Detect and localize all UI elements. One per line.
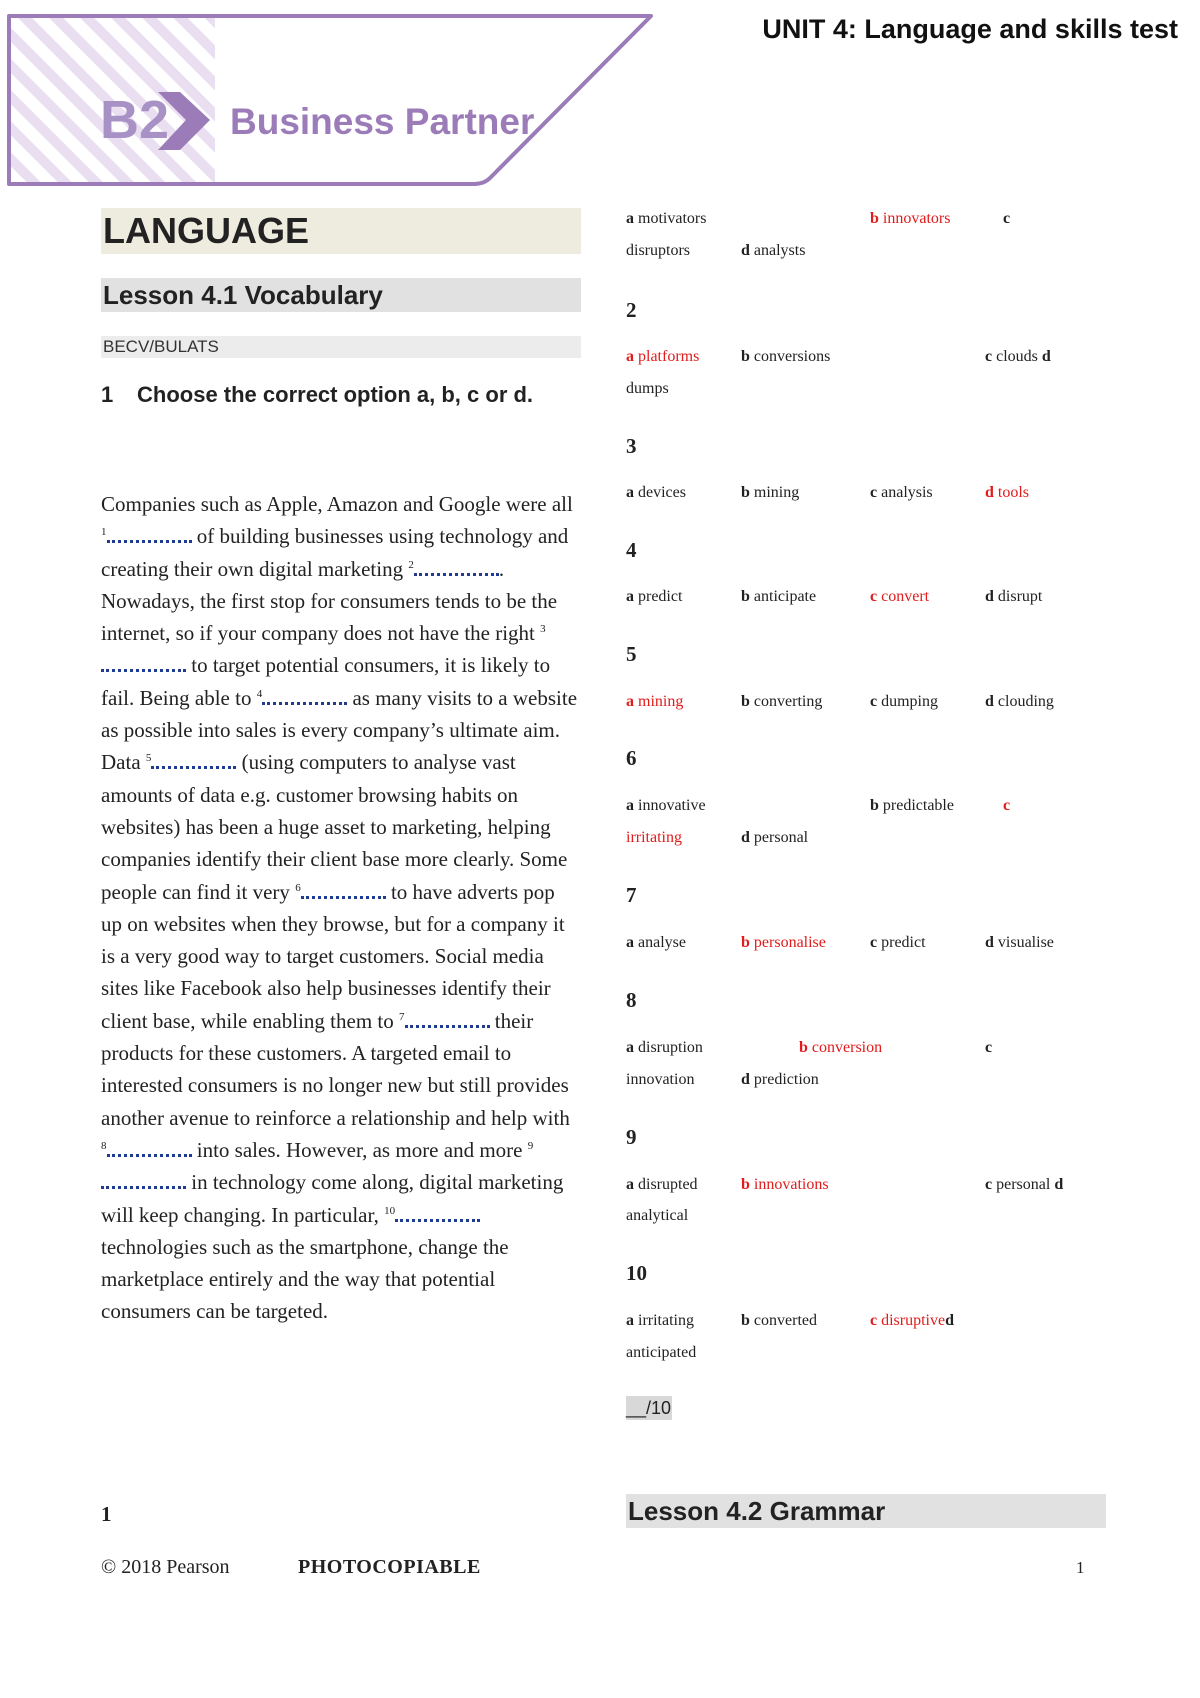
gap-blank[interactable] [107, 1134, 192, 1157]
option-correct[interactable]: b personalise [741, 934, 826, 951]
option[interactable]: d prediction [741, 1071, 819, 1088]
option-correct[interactable]: c convert [870, 588, 930, 605]
question-number: 9 [626, 1125, 637, 1149]
option[interactable]: a devices [626, 484, 686, 501]
question-number: 7 [626, 883, 637, 907]
option-correct[interactable]: b innovators [870, 210, 951, 227]
logo-title: Business Partner [230, 101, 535, 142]
option[interactable]: disruptors [626, 242, 690, 259]
instruction [101, 382, 533, 408]
option-correct[interactable]: a mining [626, 693, 684, 710]
option[interactable]: b converting [741, 693, 823, 710]
gap-blank[interactable] [151, 746, 236, 769]
option[interactable]: a irritating [626, 1312, 694, 1329]
passage-text: to have adverts pop up on websites when they browse, but for a company it is a very good way to target customers. Social media sites like Facebook also help businesses identify their client base, while enabling them to [101, 879, 565, 1033]
option-correct[interactable]: b innovations [741, 1176, 829, 1193]
gap-number: 10 [384, 1204, 396, 1217]
option[interactable]: a predict [626, 588, 683, 605]
passage-text: (using computers to analyse vast amounts of data e.g. customer browsing habits on websites) has been a huge asset to marketing, helping companies identify their client base more clearly. Some people can find it very [101, 750, 568, 904]
footer-copyright: © 2018 Pearson [101, 1556, 230, 1578]
logo-level: B2 [100, 90, 170, 150]
passage-text: technologies such as the smartphone, change the marketplace entirely and the way that potential consumers can be targeted. [101, 1234, 509, 1324]
option-correct[interactable]: c [1003, 797, 1011, 814]
gap-number: 1 [101, 526, 107, 539]
option[interactable]: a disruption [626, 1039, 703, 1056]
passage-text: in technology come along, digital marketing will keep changing. In particular, [101, 1170, 564, 1227]
option[interactable]: b predictable [870, 797, 954, 814]
question-number: 5 [626, 642, 637, 666]
option[interactable]: b converted [741, 1312, 817, 1329]
option[interactable]: innovation [626, 1071, 695, 1088]
option[interactable]: c [1003, 210, 1011, 227]
gap-number: 3 [540, 623, 546, 636]
option[interactable]: d visualise [985, 934, 1054, 951]
question-number: 8 [626, 988, 637, 1012]
gap-number: 5 [145, 752, 152, 765]
option-correct[interactable]: c disruptived [870, 1312, 955, 1329]
option[interactable]: b mining [741, 484, 800, 501]
option[interactable]: d personal [741, 829, 809, 846]
header-banner [0, 0, 680, 200]
question-number: 10 [626, 1261, 647, 1285]
option[interactable]: a innovative [626, 797, 706, 814]
exam-tag: BECV/BULATS [101, 336, 581, 358]
option[interactable]: d analysts [741, 242, 806, 259]
option-correct[interactable]: d tools [985, 484, 1030, 501]
gap-blank[interactable] [395, 1199, 480, 1222]
option[interactable]: d disrupt [985, 588, 1043, 605]
question-number: 2 [626, 298, 637, 322]
gap-number: 4 [256, 687, 263, 700]
passage-text: their products for these customers. A targeted email to interested consumers is no longer new but still provides another avenue to reinforce a relationship and help with [101, 1008, 570, 1130]
option[interactable]: anticipated [626, 1344, 697, 1361]
question-number: 3 [626, 434, 637, 458]
footer-photocopiable: PHOTOCOPIABLE [298, 1556, 481, 1578]
option[interactable]: b anticipate [741, 588, 817, 605]
option[interactable]: analytical [626, 1207, 689, 1224]
page-number: 1 [101, 1502, 112, 1526]
passage-text: of building businesses using technology and creating their own digital marketing [101, 524, 569, 581]
option[interactable]: c analysis [870, 484, 933, 501]
option[interactable]: c dumping [870, 693, 938, 710]
footer-page-number: 1 [1076, 1558, 1085, 1577]
option[interactable]: dumps [626, 380, 669, 397]
gap-blank[interactable] [405, 1005, 490, 1028]
question-number: 6 [626, 746, 637, 770]
gap-number: 2 [408, 558, 414, 571]
option[interactable]: a motivators [626, 210, 707, 227]
instruction-number: 1 [101, 382, 114, 407]
unit-title: UNIT 4: Language and skills test [762, 14, 1178, 44]
option[interactable]: c predict [870, 934, 926, 951]
passage-text: into sales. However, as more and more [196, 1137, 523, 1162]
gap-blank[interactable] [414, 553, 499, 576]
gap-blank[interactable] [301, 876, 386, 899]
passage-text: to target potential consumers, it is likely to fail. Being able to [101, 653, 551, 710]
passage-text: as many visits to a website as possible into sales is every company’s ultimate aim. Data [101, 685, 578, 775]
next-lesson-heading: Lesson 4.2 Grammar [626, 1494, 1106, 1528]
option[interactable]: d clouding [985, 693, 1054, 710]
gap-blank[interactable] [262, 682, 347, 705]
score-box: __/10 [626, 1398, 672, 1418]
option[interactable]: a analyse [626, 934, 686, 951]
section-heading: LANGUAGE [101, 208, 581, 254]
passage-text: Companies such as Apple, Amazon and Google were all [101, 492, 573, 516]
gap-blank[interactable] [101, 649, 186, 672]
gap-number: 8 [101, 1139, 107, 1152]
option[interactable]: b conversions [741, 348, 831, 365]
passage-text: . Nowadays, the first stop for consumers tends to be the internet, so if your company does not have the right [101, 556, 558, 646]
option[interactable]: c [985, 1039, 993, 1056]
instruction-text: Choose the correct option a, b, c or d. [137, 382, 534, 407]
gap-number: 7 [399, 1010, 405, 1023]
option-correct[interactable]: b conversion [799, 1039, 883, 1056]
gap-blank[interactable] [101, 1166, 186, 1189]
reading-passage [101, 488, 579, 1328]
option[interactable]: a disrupted [626, 1176, 698, 1193]
option[interactable]: c clouds d [985, 348, 1051, 365]
gap-number: 9 [527, 1139, 534, 1152]
gap-blank[interactable] [107, 520, 192, 543]
lesson-heading: Lesson 4.1 Vocabulary [101, 278, 581, 312]
gap-number: 6 [295, 881, 301, 894]
option-correct[interactable]: a platforms [626, 348, 700, 365]
question-number: 4 [626, 538, 637, 562]
option-correct[interactable]: irritating [626, 829, 682, 846]
option[interactable]: c personal d [985, 1176, 1064, 1193]
